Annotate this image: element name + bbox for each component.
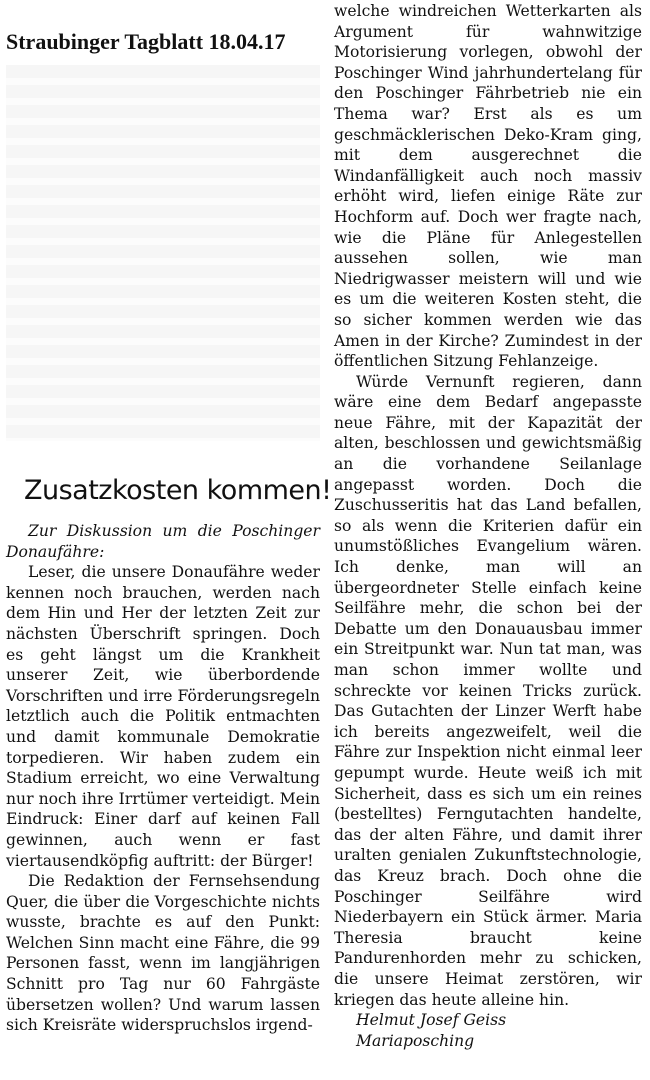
body-paragraph: Die Redaktion der Fernsehsendung Quer, die über die Vorgeschichte nichts wusste, brachte es auf den Punkt: Welchen Sinn macht eine Fähre, die 99 Personen fasst, wenn im langjährigen Schnitt pro Tag nur 60 Fahrgäste übersetzen wollen? Und warum lassen sich Kreisräte widerspruchslos irgend- <box>6 872 320 1035</box>
author-name: Helmut Josef Geiss <box>356 1011 507 1030</box>
article-headline: Zusatzkosten kommen! <box>24 475 332 506</box>
newspaper-source-date: Straubinger Tagblatt 18.04.17 <box>6 29 286 54</box>
author-location: Mariaposching <box>356 1031 475 1050</box>
left-column <box>6 0 332 1036</box>
article-intro: Zur Diskussion um die Poschinger Donaufähre: <box>6 522 320 561</box>
body-paragraph: Leser, die unsere Donaufähre weder kennen noch brauchen, werden nach dem Hin und Her der letzten Zeit zur nächsten Überschrift springen. Doch es geht längst um die Krankheit unserer Zeit, wie überbordende Vorschriften und irre Förderungsregeln letztlich auch die Politik entmachten und damit kommunale Demokratie torpedieren. Wir haben zudem ein Stadium erreicht, wo eine Verwaltung nur noch ihre Irrtümer verteidigt. Mein Eindruck: Einer darf auf keinen Fall gewinnen, auch wenn er fast viertausendköpfig auftritt: der Bürger! <box>6 563 320 870</box>
faded-previous-article <box>6 65 320 441</box>
right-column <box>334 1 642 1051</box>
body-paragraph: Würde Vernunft regieren, dann wäre eine dem Bedarf angepasste neue Fähre, mit der Kapazität der alten, beschlossen und gewichtsmäßig an die vorhandene Seilanlage angepasst worden. Doch die Zuschusseritis hat das Land befallen, so als wenn die Kriterien dafür ein unumstößliches Evangelium wären. Ich denke, man will an übergeordneter Stelle einfach keine Seilfähre mehr, die schon bei der Debatte um den Donauausbau immer ein Streitpunkt war. Nun tat man, was man schon immer wollte und schreckte vor keinen Tricks zurück. Das Gutachten der Linzer Werft habe ich bereits angezweifelt, weil die Fähre zur Inspektion nicht einmal leer gepumpt wurde. Heute weiß ich mit Sicherheit, dass es sich um ein reines (bestelltes) Ferngutachten handelte, das der alten Fähre, und damit ihrer uralten genialen Zukunftstechnologie, das Kreuz brach. Doch ohne die Poschinger Seilfähre wird Niederbayern ein Stück ärmer. Maria Theresia braucht keine Pandurenhorden mehr zu schicken, die unsere Heimat zerstören, wir kriegen das heute alleine hin. <box>334 372 642 1009</box>
body-paragraph: welche windreichen Wetterkarten als Argument für wahnwitzige Motorisierung vorlegen, obwohl der Poschinger Wind jahrhundertelang für den Poschinger Fährbetrieb nie ein Thema war? Erst als es um geschmäcklerischen Deko-Kram ging, mit dem ausgerechnet die Windanfälligkeit auch noch massiv erhöht wird, liefen einige Räte zur Hochform auf. Doch wer fragte nach, wie die Pläne für Anlegestellen aussehen sollen, wie man Niedrigwasser meistern will und wie es um die weiteren Kosten steht, die so sicher kommen werden wie das Amen in der Kirche? Zumindest in der öffentlichen Sitzung Fehlanzeige. <box>334 2 642 371</box>
